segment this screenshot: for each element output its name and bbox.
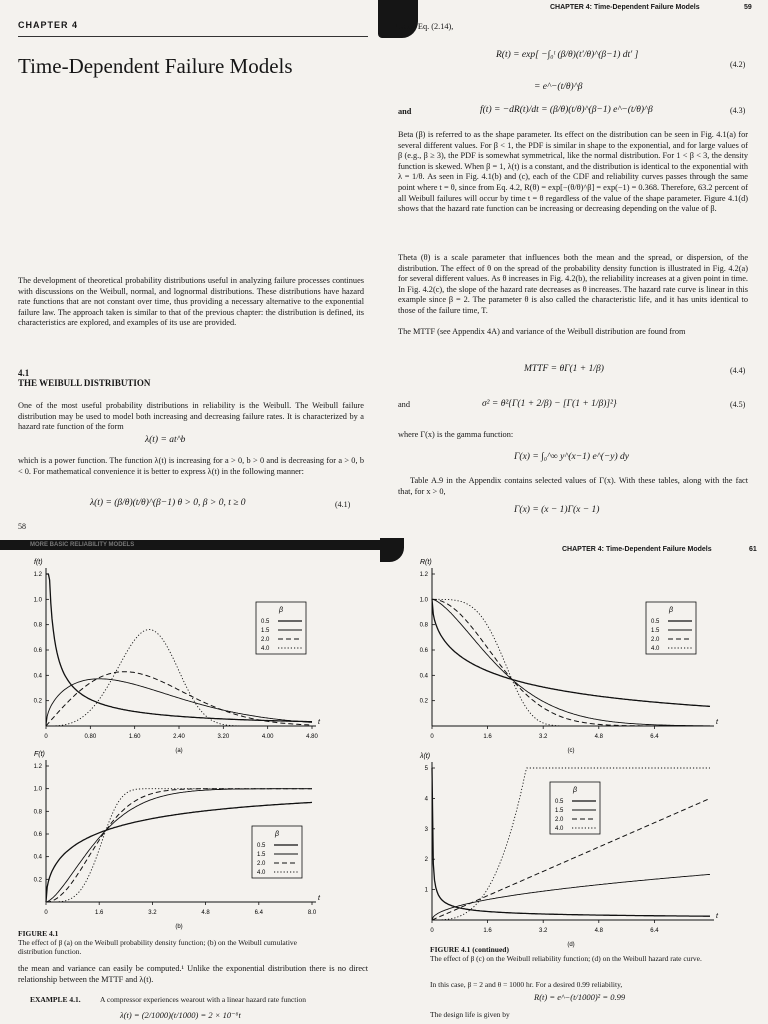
rule bbox=[18, 36, 368, 37]
mttf-paragraph: The MTTF (see Appendix 4A) and variance of the Weibull distribution are found from bbox=[398, 327, 686, 336]
y-tick-label: 5 bbox=[424, 766, 428, 772]
example-label: EXAMPLE 4.1. bbox=[30, 995, 81, 1004]
y-tick-label: 0.4 bbox=[33, 854, 42, 861]
x-tick-label: 1.6 bbox=[483, 734, 492, 740]
y-tick-label: 3 bbox=[424, 826, 428, 833]
section-number: 4.1 bbox=[18, 368, 30, 378]
x-tick-label: 0 bbox=[44, 734, 48, 740]
y-tick-label: 0.2 bbox=[419, 698, 428, 705]
x-tick-label: 6.4 bbox=[254, 910, 263, 916]
x-tick-label: 1.6 bbox=[95, 910, 104, 916]
legend-label: 2.0 bbox=[555, 817, 564, 823]
series-line-beta-1-5 bbox=[432, 874, 710, 920]
legend-title: β bbox=[669, 607, 673, 614]
y-tick-label: 0.8 bbox=[33, 809, 42, 816]
y-axis-label: R(t) bbox=[420, 559, 432, 566]
chapter-label: CHAPTER 4 bbox=[18, 20, 79, 30]
equation-4-5: σ² = θ²{Γ(1 + 2/β) − [Γ(1 + 1/β)]²} bbox=[482, 399, 617, 409]
chart-sublabel: (d) bbox=[567, 942, 575, 948]
page-58 bbox=[0, 0, 384, 540]
equation-4-2a: R(t) = exp[ −∫₀ᵗ (β/θ)(t′/θ)^(β−1) dt′ ] bbox=[496, 50, 639, 60]
x-tick-label: 6.4 bbox=[650, 734, 659, 740]
section-title: THE WEIBULL DISTRIBUTION bbox=[18, 378, 151, 388]
figure-title: FIGURE 4.1 (continued) bbox=[430, 945, 509, 954]
example-text: A compressor experiences wearout with a linear hazard rate function bbox=[100, 995, 306, 1004]
page-59 bbox=[384, 0, 768, 540]
body-text: the mean and variance can easily be computed.¹ Unlike the exponential distribution there is no direct relationship between the MTTF and λ(t). bbox=[18, 964, 368, 984]
y-tick-label: 0.2 bbox=[33, 877, 42, 884]
x-tick-label: 4.8 bbox=[594, 928, 603, 934]
legend-label: 0.5 bbox=[555, 799, 564, 805]
chart-b bbox=[0, 752, 384, 928]
legend-label: 2.0 bbox=[261, 637, 270, 643]
legend-label: 0.5 bbox=[257, 843, 266, 849]
page-60 bbox=[0, 540, 384, 1024]
legend bbox=[256, 602, 306, 654]
y-tick-label: 0.8 bbox=[419, 622, 428, 629]
legend-label: 2.0 bbox=[651, 637, 660, 643]
x-axis-label: t bbox=[716, 719, 718, 726]
using-text: Using Eq. (2.14), bbox=[396, 22, 454, 31]
figure-caption: The effect of β (c) on the Weibull reliability function; (d) on the Weibull hazard rate curve. bbox=[430, 954, 702, 963]
y-tick-label: 0.6 bbox=[33, 832, 42, 838]
y-tick-label: 1.2 bbox=[33, 764, 42, 770]
page-number: 59 bbox=[744, 4, 752, 11]
gamma-intro: where Γ(x) is the gamma function: bbox=[398, 430, 514, 439]
legend-label: 4.0 bbox=[261, 646, 270, 652]
chapter-title: Time-Dependent Failure Models bbox=[18, 54, 293, 78]
chart-sublabel: (c) bbox=[567, 748, 575, 754]
x-tick-label: 3.2 bbox=[539, 734, 548, 740]
y-tick-label: 0.6 bbox=[33, 648, 42, 654]
legend-label: 0.5 bbox=[261, 619, 270, 625]
x-tick-label: 0 bbox=[44, 910, 48, 916]
running-header: CHAPTER 4: Time-Dependent Failure Models bbox=[562, 546, 712, 553]
legend-label: 0.5 bbox=[651, 619, 660, 625]
x-tick-label: 3.20 bbox=[217, 734, 230, 740]
legend-title: β bbox=[275, 831, 279, 838]
equation-number: (4.2) bbox=[730, 60, 746, 69]
y-tick-label: 1.0 bbox=[419, 597, 428, 604]
legend-label: 4.0 bbox=[257, 870, 266, 876]
table-paragraph: Table A.9 in the Appendix contains selected values of Γ(x). With these tables, along with the fact that, for x > 0, bbox=[398, 476, 748, 496]
y-tick-label: 1.0 bbox=[33, 786, 42, 793]
equation-4-4: MTTF = θΓ(1 + 1/β) bbox=[524, 364, 604, 374]
legend-label: 2.0 bbox=[257, 861, 266, 867]
chart-sublabel: (a) bbox=[175, 748, 183, 754]
x-tick-label: 0 bbox=[430, 734, 434, 740]
y-tick-label: 1.2 bbox=[419, 572, 428, 578]
equation-number: (4.5) bbox=[730, 400, 746, 409]
weibull-paragraph-2: which is a power function. The function λ(t) is increasing for a > 0, b > 0 and is decreasing for a > 0, b < 0. For mathematical convenience it is better to express λ(t) in the following manner: bbox=[18, 456, 364, 476]
y-tick-label: 0.2 bbox=[33, 698, 42, 705]
y-axis-label: f(t) bbox=[34, 559, 43, 566]
y-axis-label: F(t) bbox=[34, 751, 45, 758]
equation-power: λ(t) = at^b bbox=[145, 435, 186, 445]
x-tick-label: 1.6 bbox=[483, 928, 492, 934]
figure-caption: The effect of β (a) on the Weibull probability density function; (b) on the Weibull cumulative distribution function. bbox=[18, 938, 297, 956]
x-axis-label: t bbox=[716, 913, 718, 920]
and-label: and bbox=[398, 400, 410, 409]
equation-r: R(t) = e^−(t/1000)² = 0.99 bbox=[534, 992, 626, 1002]
equation-4-3: f(t) = −dR(t)/dt = (β/θ)(t/θ)^(β−1) e^−(t/θ)^β bbox=[480, 105, 653, 115]
equation-recurrence: Γ(x) = (x − 1)Γ(x − 1) bbox=[514, 505, 600, 515]
equation-4-1: λ(t) = (β/θ)(t/θ)^(β−1) θ > 0, β > 0, t ≥ 0 bbox=[90, 498, 246, 508]
page-number: 61 bbox=[749, 546, 757, 553]
running-header: MORE BASIC RELIABILITY MODELS bbox=[30, 542, 135, 548]
legend bbox=[646, 602, 696, 654]
legend-label: 1.5 bbox=[555, 808, 564, 814]
weibull-paragraph-1: One of the most useful probability distributions in reliability is the Weibull. The Weibull failure distribution may be used to model both increasing and decreasing failure rates. It is characterized by a hazard rate function of the form bbox=[18, 401, 364, 432]
page-61 bbox=[384, 540, 768, 1024]
page-number: 58 bbox=[18, 522, 26, 531]
running-header: CHAPTER 4: Time-Dependent Failure Models bbox=[550, 4, 700, 11]
x-axis-label: t bbox=[318, 895, 320, 902]
beta-paragraph: Beta (β) is referred to as the shape parameter. Its effect on the distribution can be seen in Fig. 4.1(a) for several different values. For β < 1, the PDF is similar in shape to the exponential, and for large values of β (e.g., β ≥ 3), the PDF is somewhat symmetrical, like the normal distribution. For 1 < β < 3, the density function is skewed. When β = 1, λ(t) is a constant, and the distribution is identical to the exponential with λ = 1/θ. As seen in Fig. 4.1(b) and (c), each of the CDF and reliability curves passes through the same point where t = θ, since from Eq. 4.2, R(θ) = exp[−(θ/θ)^β] = exp(−1) = 0.368. Therefore, 63.2 percent of all Weibull failures will occur by time t = θ regardless of the value of the shape parameter. Figure 4.1(d) shows that the hazard rate function can be increasing or decreasing depending on the value of β. bbox=[398, 130, 748, 214]
figure-title: FIGURE 4.1 bbox=[18, 929, 59, 938]
body-text-2: The design life is given by bbox=[430, 1010, 510, 1019]
x-tick-label: 4.8 bbox=[201, 910, 210, 916]
x-tick-label: 4.8 bbox=[594, 734, 603, 740]
legend bbox=[550, 782, 600, 834]
x-tick-label: 3.2 bbox=[148, 910, 157, 916]
y-axis-label: λ(t) bbox=[420, 753, 431, 760]
y-tick-label: 4 bbox=[424, 796, 428, 803]
chart-c bbox=[384, 556, 768, 752]
and-label: and bbox=[398, 107, 412, 116]
equation-gamma: Γ(x) = ∫₀^∞ y^(x−1) e^(−y) dy bbox=[514, 452, 629, 462]
legend-title: β bbox=[573, 787, 577, 794]
x-tick-label: 2.40 bbox=[173, 734, 185, 740]
y-tick-label: 1 bbox=[424, 887, 428, 894]
legend-label: 4.0 bbox=[555, 826, 564, 832]
equation-4-2b: = e^−(t/θ)^β bbox=[534, 82, 583, 92]
x-tick-label: 8.0 bbox=[307, 910, 317, 916]
x-axis-label: t bbox=[318, 719, 320, 726]
y-tick-label: 2 bbox=[424, 857, 428, 864]
x-tick-label: 4.00 bbox=[261, 734, 274, 740]
legend-label: 1.5 bbox=[651, 628, 660, 634]
equation-number: (4.1) bbox=[335, 500, 351, 509]
legend bbox=[252, 826, 302, 878]
y-tick-label: 0.8 bbox=[33, 622, 42, 629]
legend-label: 1.5 bbox=[257, 852, 266, 858]
y-tick-label: 1.0 bbox=[33, 597, 42, 604]
y-tick-label: 0.4 bbox=[419, 673, 428, 680]
x-tick-label: 0.80 bbox=[84, 734, 97, 740]
equation-number: (4.3) bbox=[730, 106, 746, 115]
y-tick-label: 0.6 bbox=[419, 648, 428, 654]
chart-sublabel: (b) bbox=[175, 924, 183, 930]
x-tick-label: 6.4 bbox=[650, 928, 659, 934]
legend-label: 4.0 bbox=[651, 646, 660, 652]
example-equation: λ(t) = (2/1000)(t/1000) = 2 × 10⁻⁶t bbox=[120, 1010, 241, 1020]
x-tick-label: 0 bbox=[430, 928, 434, 934]
chart-d bbox=[384, 752, 768, 948]
y-tick-label: 1.2 bbox=[33, 572, 42, 578]
theta-paragraph: Theta (θ) is a scale parameter that influences both the mean and the spread, or dispersion, of the distribution. The effect of θ on the spread of the probability density function is illustrated in Fig. 4.2(a) for several different values. As θ increases in Fig. 4.2(b), the reliability increases at a given point in time. In Fig. 4.2(c), the slope of the hazard rate decreases as θ increases. The hazard rate curve is linear in this example since β = 2. The parameter θ is also called the characteristic life, and it has units identical to those of the failure time, T. bbox=[398, 253, 748, 315]
body-text: In this case, β = 2 and θ = 1000 hr. For a desired 0.99 reliability, bbox=[430, 980, 623, 989]
y-tick-label: 0.4 bbox=[33, 673, 42, 680]
legend-title: β bbox=[279, 607, 283, 614]
equation-number: (4.4) bbox=[730, 366, 746, 375]
x-tick-label: 1.60 bbox=[128, 734, 141, 740]
x-tick-label: 4.80 bbox=[306, 734, 318, 740]
chart-a bbox=[0, 556, 384, 752]
legend-label: 1.5 bbox=[261, 628, 270, 634]
intro-paragraph: The development of theoretical probability distributions useful in analyzing failure processes continues with discussions on the Weibull, normal, and lognormal distributions. These distributions have hazard rate functions that are not constant over time, thus providing a necessary alternative to the exponential failure law. The approach taken is similar to that of the previous chapter: the distribution is defined, its characteristics are explored, and examples of its use are provided. bbox=[18, 276, 364, 328]
x-tick-label: 3.2 bbox=[539, 928, 548, 934]
